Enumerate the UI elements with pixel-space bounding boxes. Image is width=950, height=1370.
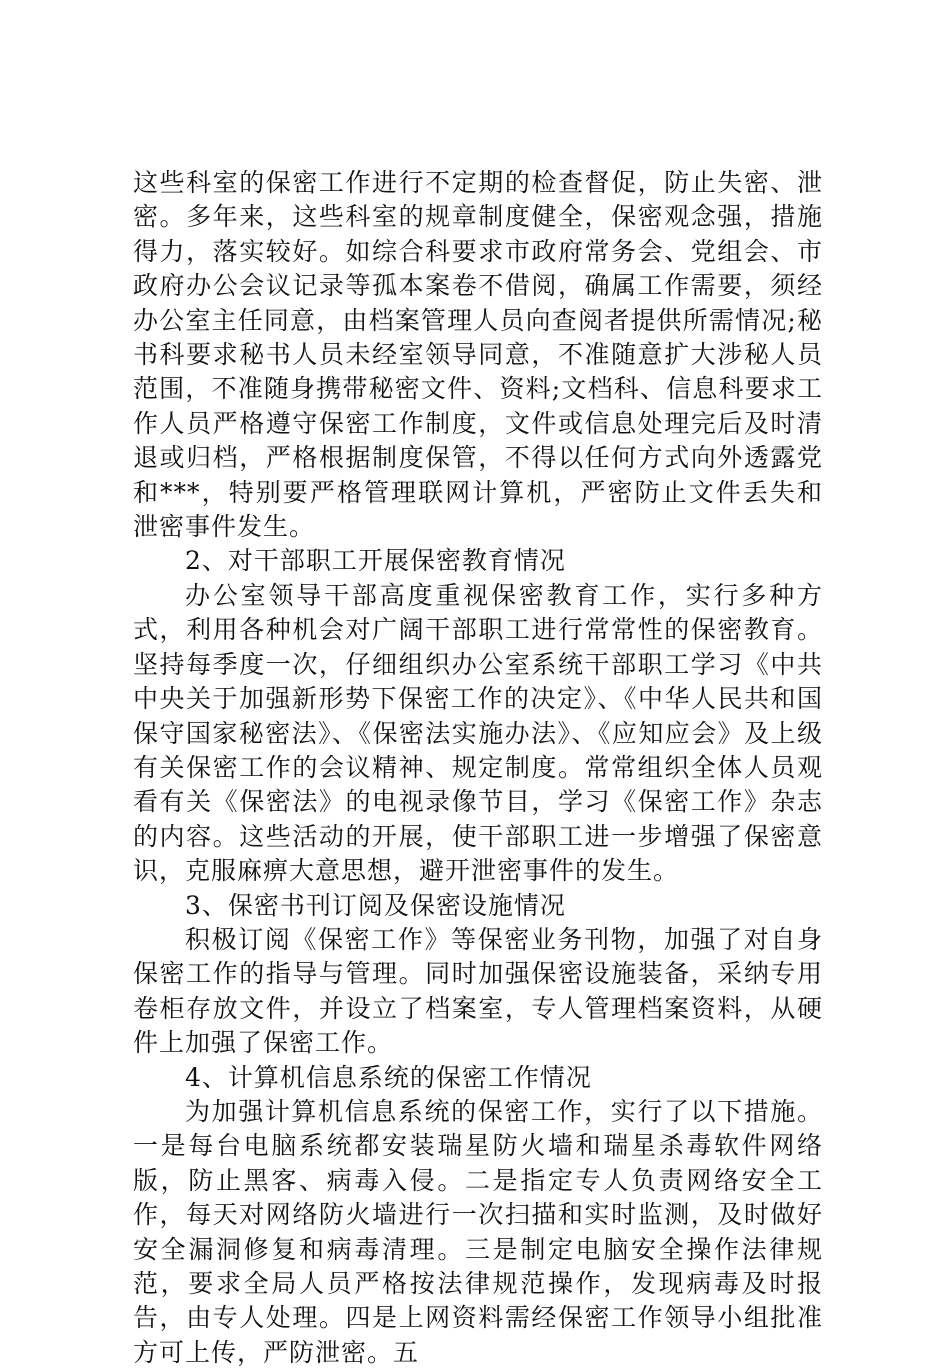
- document-page: [133, 166, 823, 1370]
- paragraph-continuation: 这些科室的保密工作进行不定期的检查督促，防止失密、泄密。多年来，这些科室的规章制度健全，保密观念强，措施得力，落实较好。如综合科要求市政府常务会、党组会、市政府办公会议记录等孤本案卷不借阅，确属工作需要，须经办公室主任同意，由档案管理人员向查阅者提供所需情况;秘书科要求秘书人员未经室领导同意，不准随意扩大涉秘人员范围，不准随身携带秘密文件、资料;文档科、信息科要求工作人员严格遵守保密工作制度，文件或信息处理完后及时清退或归档，严格根据制度保管，不得以任何方式向外透露党和***，特别要严格管理联网计算机，严密防止文件丢失和泄密事件发生。: [133, 168, 823, 542]
- section-heading-3: 3、保密书刊订阅及保密设施情况: [185, 890, 566, 920]
- section-heading-4: 4、计算机信息系统的保密工作情况: [185, 1062, 592, 1092]
- paragraph-computer-security: 为加强计算机信息系统的保密工作，实行了以下措施。一是每台电脑系统都安装瑞星防火墙和瑞星杀毒软件网络版，防止黑客、病毒入侵。二是指定专人负责网络安全工作，每天对网络防火墙进行一次扫描和实时监测，及时做好安全漏洞修复和病毒清理。三是制定电脑安全操作法律规范，要求全局人员严格按法律规范操作，发现病毒及时报告，由专人处理。四是上网资料需经保密工作领导小组批准方可上传，严防泄密。五: [133, 1096, 823, 1367]
- paragraph-publications: 积极订阅《保密工作》等保密业务刊物，加强了对自身保密工作的指导与管理。同时加强保密设施装备，采纳专用卷柜存放文件，并设立了档案室，专人管理档案资料，从硬件上加强了保密工作。: [133, 924, 823, 1058]
- section-heading-2: 2、对干部职工开展保密教育情况: [185, 546, 566, 576]
- paragraph-education: 办公室领导干部高度重视保密教育工作，实行多种方式，利用各种机会对广阔干部职工进行常常性的保密教育。坚持每季度一次，仔细组织办公室系统干部职工学习《中共中央关于加强新形势下保密工作的决定》、《中华人民共和国保守国家秘密法》、《保密法实施办法》、《应知应会》及上级有关保密工作的会议精神、规定制度。常常组织全体人员观看有关《保密法》的电视录像节目，学习《保密工作》杂志的内容。这些活动的开展，使干部职工进一步增强了保密意识，克服麻痹大意思想，避开泄密事件的发生。: [133, 580, 823, 886]
